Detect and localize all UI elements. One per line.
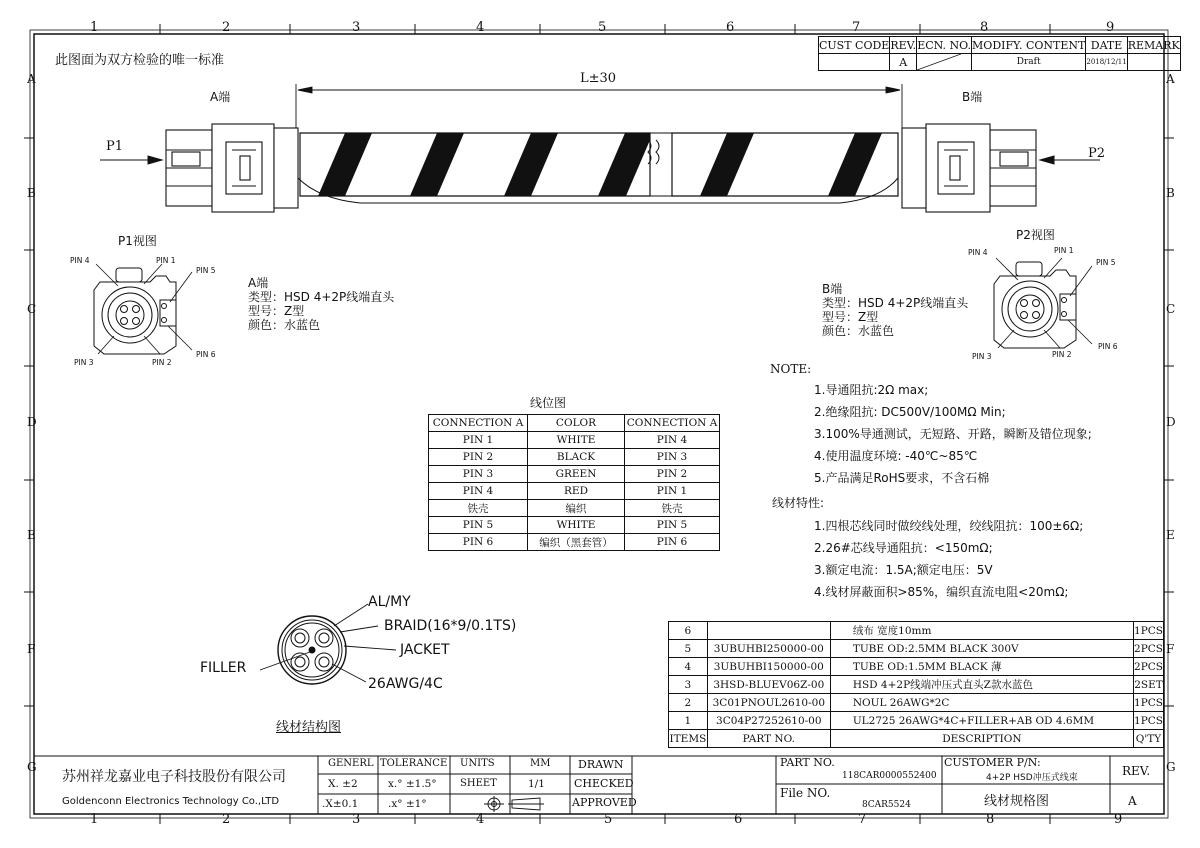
rev-header-remark: REMARK — [1127, 38, 1180, 52]
note-item: 3.100%导通测试，无短路、开路，瞬断及错位现象; — [814, 427, 1092, 441]
grid-col-5-bottom: 5 — [604, 812, 613, 827]
bom-desc: NOUL 26AWG*2C — [830, 694, 1133, 712]
company-name-en: Goldenconn Electronics Technology Co.,LTD — [62, 796, 280, 807]
end-a-spec-color: 颜色：水蓝色 — [248, 318, 321, 332]
end-b-label: B端 — [962, 90, 983, 104]
p1-label: P1 — [106, 139, 124, 154]
grid-col-1-bottom: 1 — [90, 812, 99, 827]
wiring-cell: PIN 2 — [625, 466, 720, 483]
grid-col-9: 9 — [1106, 20, 1115, 35]
grid-col-2-bottom: 2 — [222, 812, 231, 827]
bom-desc: UL2725 26AWG*4C+FILLER+AB OD 4.6MM — [830, 712, 1133, 730]
wiring-cell: PIN 3 — [429, 466, 528, 483]
end-a-spec-model: 型号：Z型 — [248, 304, 305, 318]
jacket-label: JACKET — [400, 642, 450, 658]
note-item: 1.导通阻抗:2Ω max; — [814, 383, 929, 397]
grid-col-6: 6 — [726, 20, 735, 35]
wiring-cell: 铁壳 — [625, 500, 720, 517]
end-b-spec-model: 型号：Z型 — [822, 310, 879, 324]
wire-prop-item: 2.26#芯线导通阻抗：<150mΩ; — [814, 541, 993, 555]
approved-label: APPROVED — [572, 796, 637, 809]
grid-col-1: 1 — [90, 20, 99, 35]
p2-pin6: PIN 6 — [1098, 342, 1118, 351]
note-item: 2.绝缘阻抗: DC500V/100MΩ Min; — [814, 405, 1006, 419]
grid-row-a-right: A — [1166, 72, 1175, 86]
bom-qty: 2SET — [1134, 676, 1164, 694]
bom-desc: HSD 4+2P线端冲压式直头Z款水蓝色 — [830, 676, 1133, 694]
cross-section-title: 线材结构图 — [276, 720, 342, 735]
wiring-table-title: 线位图 — [530, 396, 567, 410]
grid-col-9-bottom: 9 — [1114, 812, 1123, 827]
wiring-cell: WHITE — [528, 517, 625, 534]
bom-part: 3C04P27252610-00 — [707, 712, 830, 730]
wiring-cell: PIN 4 — [625, 432, 720, 449]
wiring-cell: PIN 5 — [625, 517, 720, 534]
p2-label: P2 — [1088, 146, 1106, 161]
p2-pin4: PIN 4 — [968, 248, 988, 257]
customer-pn-label: CUSTOMER P/N: — [944, 756, 1041, 769]
grid-col-3-bottom: 3 — [352, 812, 361, 827]
length-label: L±30 — [580, 71, 617, 86]
end-a-spec-title: A端 — [248, 276, 269, 290]
end-b-spec-color: 颜色：水蓝色 — [822, 324, 895, 338]
bom-qty: 1PCS — [1134, 622, 1164, 640]
wiring-header-a: CONNECTION A — [429, 415, 528, 432]
grid-col-7-bottom: 7 — [858, 812, 867, 827]
grid-row-d: D — [27, 415, 37, 429]
p2-pin1: PIN 1 — [1054, 246, 1074, 255]
bom-qty: 1PCS — [1134, 712, 1164, 730]
wiring-cell: PIN 4 — [429, 483, 528, 500]
p1-pin5: PIN 5 — [196, 266, 216, 275]
part-no-label: PART NO. — [780, 756, 835, 769]
grid-row-b-right: B — [1166, 186, 1175, 200]
wiring-cell: BLACK — [528, 449, 625, 466]
wiring-header-color: COLOR — [528, 415, 625, 432]
grid-row-g-right: G — [1166, 760, 1176, 774]
p1-view-title: P1视图 — [118, 234, 157, 248]
wiring-cell: GREEN — [528, 466, 625, 483]
wire-prop-item: 4.线材屏蔽面积>85%，编织直流电阻<20mΩ; — [814, 585, 1069, 599]
p1-pin4: PIN 4 — [70, 256, 90, 265]
wiring-cell: 铁壳 — [429, 500, 528, 517]
bom-qty: 1PCS — [1134, 694, 1164, 712]
p1-pin6: PIN 6 — [196, 350, 216, 359]
drawing-name: 线材规格图 — [984, 794, 1050, 809]
bom-item: 4 — [669, 658, 708, 676]
wire-prop-item: 1.四根芯线同时做绞线处理，绞线阻抗：100±6Ω; — [814, 519, 1084, 533]
wiring-cell: 编织 — [528, 500, 625, 517]
wire-props-title: 线材特性: — [772, 496, 825, 510]
checked-label: CHECKED — [574, 777, 634, 790]
wiring-cell: PIN 1 — [429, 432, 528, 449]
bom-item: 6 — [669, 622, 708, 640]
end-a-spec-type: 类型：HSD 4+2P线端直头 — [248, 290, 395, 304]
al-my-label: AL/MY — [368, 594, 411, 610]
rev-header-modify: MODIFY. CONTENT — [972, 38, 1086, 52]
grid-col-2: 2 — [222, 20, 231, 35]
tol-row1-a: X. ±2 — [328, 778, 358, 790]
wire-prop-item: 3.额定电流：1.5A;额定电压：5V — [814, 563, 993, 577]
end-b-spec-title: B端 — [822, 282, 843, 296]
note-item: 5.产品满足RoHS要求，不含石棉 — [814, 471, 990, 485]
grid-row-b: B — [27, 186, 36, 200]
rev-modify: Draft — [972, 54, 1086, 71]
bom-qty: 2PCS — [1134, 658, 1164, 676]
file-no-value: 8CAR5524 — [862, 800, 911, 810]
filler-label: FILLER — [200, 660, 247, 676]
wiring-cell: PIN 1 — [625, 483, 720, 500]
wiring-header-b: CONNECTION A — [625, 415, 720, 432]
bom-part: 3UBUHBI250000-00 — [707, 640, 830, 658]
note-item: 4.使用温度环境: -40℃~85℃ — [814, 449, 978, 463]
p2-pin2: PIN 2 — [1052, 350, 1072, 359]
projection-symbol — [484, 796, 544, 812]
rev-header-date: DATE — [1086, 37, 1127, 54]
wiring-cell: PIN 5 — [429, 517, 528, 534]
grid-row-a: A — [27, 72, 36, 86]
wiring-cell: WHITE — [528, 432, 625, 449]
braid-label: BRAID(16*9/0.1TS) — [384, 618, 517, 634]
grid-col-8: 8 — [980, 20, 989, 35]
grid-col-4: 4 — [476, 20, 485, 35]
generl-label: GENERL — [328, 758, 374, 769]
grid-col-7: 7 — [852, 20, 861, 35]
bom-item: 3 — [669, 676, 708, 694]
rev-value-title: A — [1128, 794, 1137, 808]
rev-date: 2018/12/11 — [1086, 54, 1127, 71]
top-note: 此图面为双方检验的唯一标准 — [55, 53, 225, 68]
sheet-label: SHEET — [460, 778, 497, 789]
bom-item: 1 — [669, 712, 708, 730]
customer-pn-value: 4+2P HSD冲压式线束 — [986, 773, 1078, 783]
tol-row1-b: x.° ±1.5° — [388, 778, 437, 790]
notes-title: NOTE: — [770, 362, 812, 376]
awg-label: 26AWG/4C — [368, 676, 443, 692]
grid-row-c-right: C — [1166, 302, 1176, 316]
bom-qty: 2PCS — [1134, 640, 1164, 658]
wiring-cell: 编织（黑套管） — [528, 534, 625, 551]
bom-item: 2 — [669, 694, 708, 712]
bom-header-part: PART NO. — [707, 730, 830, 748]
part-no-value: 118CAR0000552400 — [842, 771, 937, 781]
p1-pin3: PIN 3 — [74, 358, 94, 367]
grid-row-e-right: E — [1166, 528, 1175, 542]
grid-row-c: C — [27, 302, 37, 316]
grid-row-g: G — [27, 760, 37, 774]
end-b-spec-type: 类型：HSD 4+2P线端直头 — [822, 296, 969, 310]
p2-pin3: PIN 3 — [972, 352, 992, 361]
wiring-cell: PIN 3 — [625, 449, 720, 466]
tol-row2-b: .x° ±1° — [388, 798, 427, 810]
grid-row-e: E — [27, 528, 36, 542]
units-value: MM — [530, 758, 551, 769]
wiring-cell: PIN 2 — [429, 449, 528, 466]
bom-header-items: ITEMS — [669, 730, 708, 748]
rev-value: A — [890, 54, 917, 71]
p1-pin1: PIN 1 — [156, 256, 176, 265]
grid-row-f: F — [27, 642, 36, 656]
p2-pin5: PIN 5 — [1096, 258, 1116, 267]
grid-row-f-right: F — [1166, 642, 1175, 656]
company-name-cn: 苏州祥龙嘉业电子科技股份有限公司 — [62, 769, 286, 785]
drawn-label: DRAWN — [578, 758, 624, 771]
tolerance-label: TOLERANCE — [380, 758, 448, 769]
grid-col-6-bottom: 6 — [734, 812, 743, 827]
bom-part: 3HSD-BLUEV06Z-00 — [707, 676, 830, 694]
end-a-label: A端 — [210, 90, 231, 104]
bom-part: 3UBUHBI150000-00 — [707, 658, 830, 676]
p2-view-title: P2视图 — [1016, 228, 1055, 242]
bom-part: 3C01PNOUL2610-00 — [707, 694, 830, 712]
bom-desc: 绒布 宽度10mm — [830, 622, 1133, 640]
sheet-value: 1/1 — [528, 778, 545, 790]
units-label: UNITS — [460, 758, 495, 769]
rev-label: REV. — [1122, 764, 1151, 778]
grid-col-8-bottom: 8 — [986, 812, 995, 827]
bom-desc: TUBE OD:2.5MM BLACK 300V — [830, 640, 1133, 658]
rev-header-cust-code: CUST CODE — [819, 38, 890, 52]
wiring-cell: PIN 6 — [625, 534, 720, 551]
grid-col-5: 5 — [598, 20, 607, 35]
bom-desc: TUBE OD:1.5MM BLACK 薄 — [830, 658, 1133, 676]
p1-pin2: PIN 2 — [152, 358, 172, 367]
wiring-cell: RED — [528, 483, 625, 500]
tol-row2-a: .X±0.1 — [322, 798, 359, 810]
file-no-label: File NO. — [780, 786, 831, 800]
bom-item: 5 — [669, 640, 708, 658]
bom-header-qty: Q'TY — [1134, 730, 1164, 748]
grid-row-d-right: D — [1166, 415, 1176, 429]
grid-col-3: 3 — [352, 20, 361, 35]
rev-header-ecn: ECN. NO. — [917, 38, 972, 52]
rev-header-rev: REV. — [890, 38, 917, 52]
grid-col-4-bottom: 4 — [476, 812, 485, 827]
wiring-cell: PIN 6 — [429, 534, 528, 551]
bom-header-desc: DESCRIPTION — [830, 730, 1133, 748]
